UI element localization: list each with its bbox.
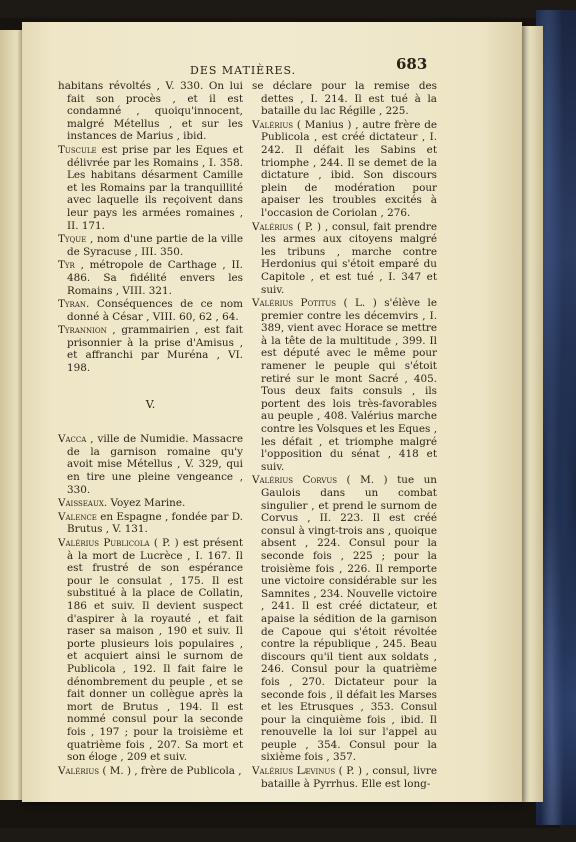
index-entry: Valérius Lævinus ( P. ) , consul, livre bataille à Pyrrhus. Elle est long- [252,765,437,790]
index-entry: Tuscule est prise par les Eques et délivrée par les Romains , I. 358. Les habitans désarment Camille et les Romains par la tranquillité avec laquelle ils reçoivent dans leur pays les armées romaines , II. 171. [58,143,243,232]
index-entry: Valérius ( P. ) , consul, fait prendre les armes aux citoyens malgré les tribuns , marche contre Herdonius qui s'étoit emparé du Capitole , et est tué , I. 347 et suiv. [252,220,437,296]
index-entry: Tyrannion , grammairien , est fait prisonnier à la prise d'Amisus , et affranchi par Muréna , VI. 198. [58,324,243,375]
running-head: DES MATIÈRES. [190,64,297,77]
index-entry: Valérius Potitus ( L. ) s'élève le premier contre les décemvirs , I. 389, vient avec Horace se mettre à la tête de la multitude , 399. Il est député avec le même pour ramener le peuple qui s'étoit retiré sur le mont Sacré , 405. Tous deux faits consuls , ils portent des lois très-favorables au peuple , 408. Valérius marche contre les Volsques et les Eques , les défait , et triomphe malgré l'opposition du sénat , 418 et suiv. [252,297,437,473]
section-letter: V. [145,397,156,411]
index-entry: Tyque , nom d'une partie de la ville de Syracuse , III. 350. [58,233,243,258]
left-column [58,80,243,778]
index-entry: Valérius Publicola ( P. ) est présent à la mort de Lucrèce , I. 167. Il est frustré de son espérance pour le consulat , 175. Il est substitué à la place de Collatin, 186 et suiv. Il devient suspect d'aspirer à la royauté , et fait raser sa maison , 190 et suiv. Il porte plusieurs lois populaires , et acquiert ainsi le surnom de Publicola , 192. Il fait faire le dénombrement du peuple , et se fait donner un collègue après la mort de Brutus , 194. Il est nommé consul pour la seconde fois , 197 ; pour la troisième et quatrième fois , 207. Sa mort et son éloge , 209 et suiv. [58,537,243,764]
index-entry: Valérius ( Manius ) , autre frère de Publicola , est créé dictateur , I. 242. Il défait les Sabins et triomphe , 244. Il se demet de la dictature , ibid. Son discours plein de modération pour apaiser les troubles excités à l'occasion de Coriolan , 276. [252,118,437,219]
index-entry: Valérius Corvus ( M. ) tue un Gaulois dans un combat singulier , et prend le surnom de Corvus , II. 223. Il est créé consul à vingt-trois ans , quoique absent , 224. Consul pour la seconde fois , 225 ; pour la troisième fois , 226. Il remporte une victoire considérable sur les Samnites , 234. Nouvelle victoire , 241. Il est créé dictateur, et apaise la sédition de la garnison de Capoue qui s'étoit révoltée contre la république , 245. Beau discours qu'il tient aux soldats , 246. Consul pour la quatrième fois , 270. Dictateur pour la seconde fois , il défait les Marses et les Etrusques , 353. Consul pour la cinquième fois , ibid. Il renouvelle la loi sur l'appel au peuple , 354. Consul pour la sixième fois , 357. [252,474,437,764]
index-entry: Valence en Espagne , fondée par D. Brutus , V. 131. [58,510,243,536]
right-column [252,80,437,791]
index-entry: Vaisseaux. Voyez Marine. [58,497,186,510]
index-entry: habitans révoltés , V. 330. On lui fait son procès , et il est condamné , quoiqu'innocent, malgré Métellus , et sur les instances de Marius , ibid. [58,80,243,143]
index-entry: Vacca , ville de Numidie. Massacre de la garnison romaine qu'y avoit mise Métellus , V. 329, qui en tire une pleine vengeance , 330. [58,433,243,496]
page-stack-edge [520,26,543,802]
page-number: 683 [396,55,428,73]
index-entry: Tyr , métropole de Carthage , II. 486. Sa fidélité envers les Romains , VIII. 321. [58,259,243,297]
index-entry: se déclare pour la remise des dettes , I. 214. Il est tué à la bataille du lac Régille , 225. [252,80,437,118]
index-entry: Tyran. Conséquences de ce nom donné à César , VIII. 60, 62 , 64. [58,298,243,323]
index-entry: Valérius ( M. ) , frère de Publicola , [58,764,242,777]
